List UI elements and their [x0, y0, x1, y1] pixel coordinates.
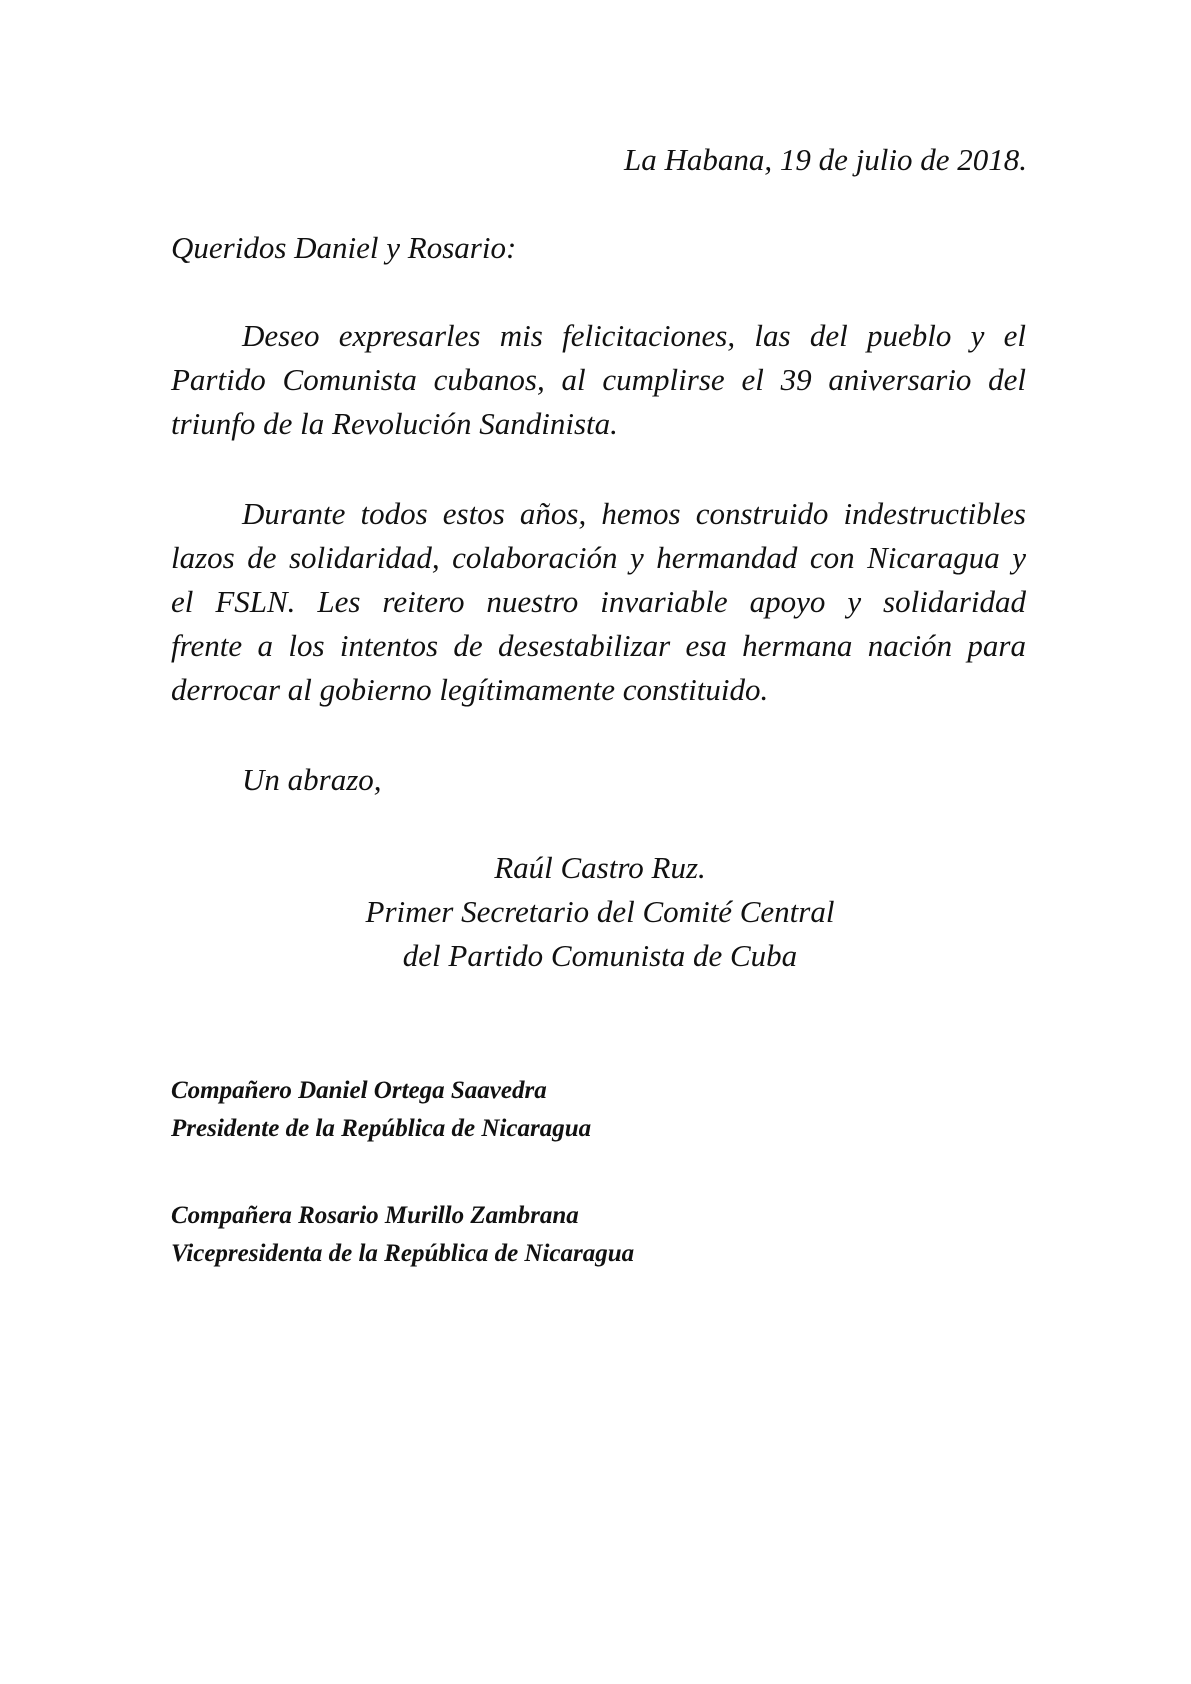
paragraph-congratulations [171, 314, 1026, 446]
signature-name: Raúl Castro Ruz. [494, 850, 706, 885]
signature-title-line2: del Partido Comunista de Cuba [402, 938, 798, 973]
signature-title-line1: Primer Secretario del Comité Central [365, 894, 835, 929]
paragraph-line: lazos de solidaridad, colaboración y hermandad con Nicaragua y [171, 540, 1026, 575]
paragraph-line: triunfo de la Revolución Sandinista. [171, 406, 618, 441]
paragraph-line: Partido Comunista cubanos, al cumplirse el 39 aniversario del [171, 362, 1026, 397]
signature-block [300, 846, 900, 978]
recipient-name-daniel: Compañero Daniel Ortega Saavedra [171, 1077, 547, 1104]
paragraph-line: frente a los intentos de desestabilizar esa hermana nación para [171, 628, 1026, 663]
letter-closing: Un abrazo, [242, 762, 382, 797]
letter-date: La Habana, 19 de julio de 2018. [624, 142, 1027, 177]
paragraph-line: Deseo expresarles mis felicitaciones, las del pueblo y el [242, 318, 1026, 353]
recipient-name-rosario: Compañera Rosario Murillo Zambrana [171, 1202, 579, 1229]
letter-greeting: Queridos Daniel y Rosario: [171, 230, 517, 265]
recipient-role-rosario: Vicepresidenta de la República de Nicaragua [171, 1240, 635, 1267]
paragraph-line: Durante todos estos años, hemos construido indestructibles [242, 496, 1026, 531]
recipient-role-daniel: Presidente de la República de Nicaragua [171, 1115, 592, 1142]
paragraph-line: el FSLN. Les reitero nuestro invariable apoyo y solidaridad [171, 584, 1026, 619]
paragraph-line: derrocar al gobierno legítimamente constituido. [171, 672, 769, 707]
paragraph-solidarity [171, 492, 1026, 712]
